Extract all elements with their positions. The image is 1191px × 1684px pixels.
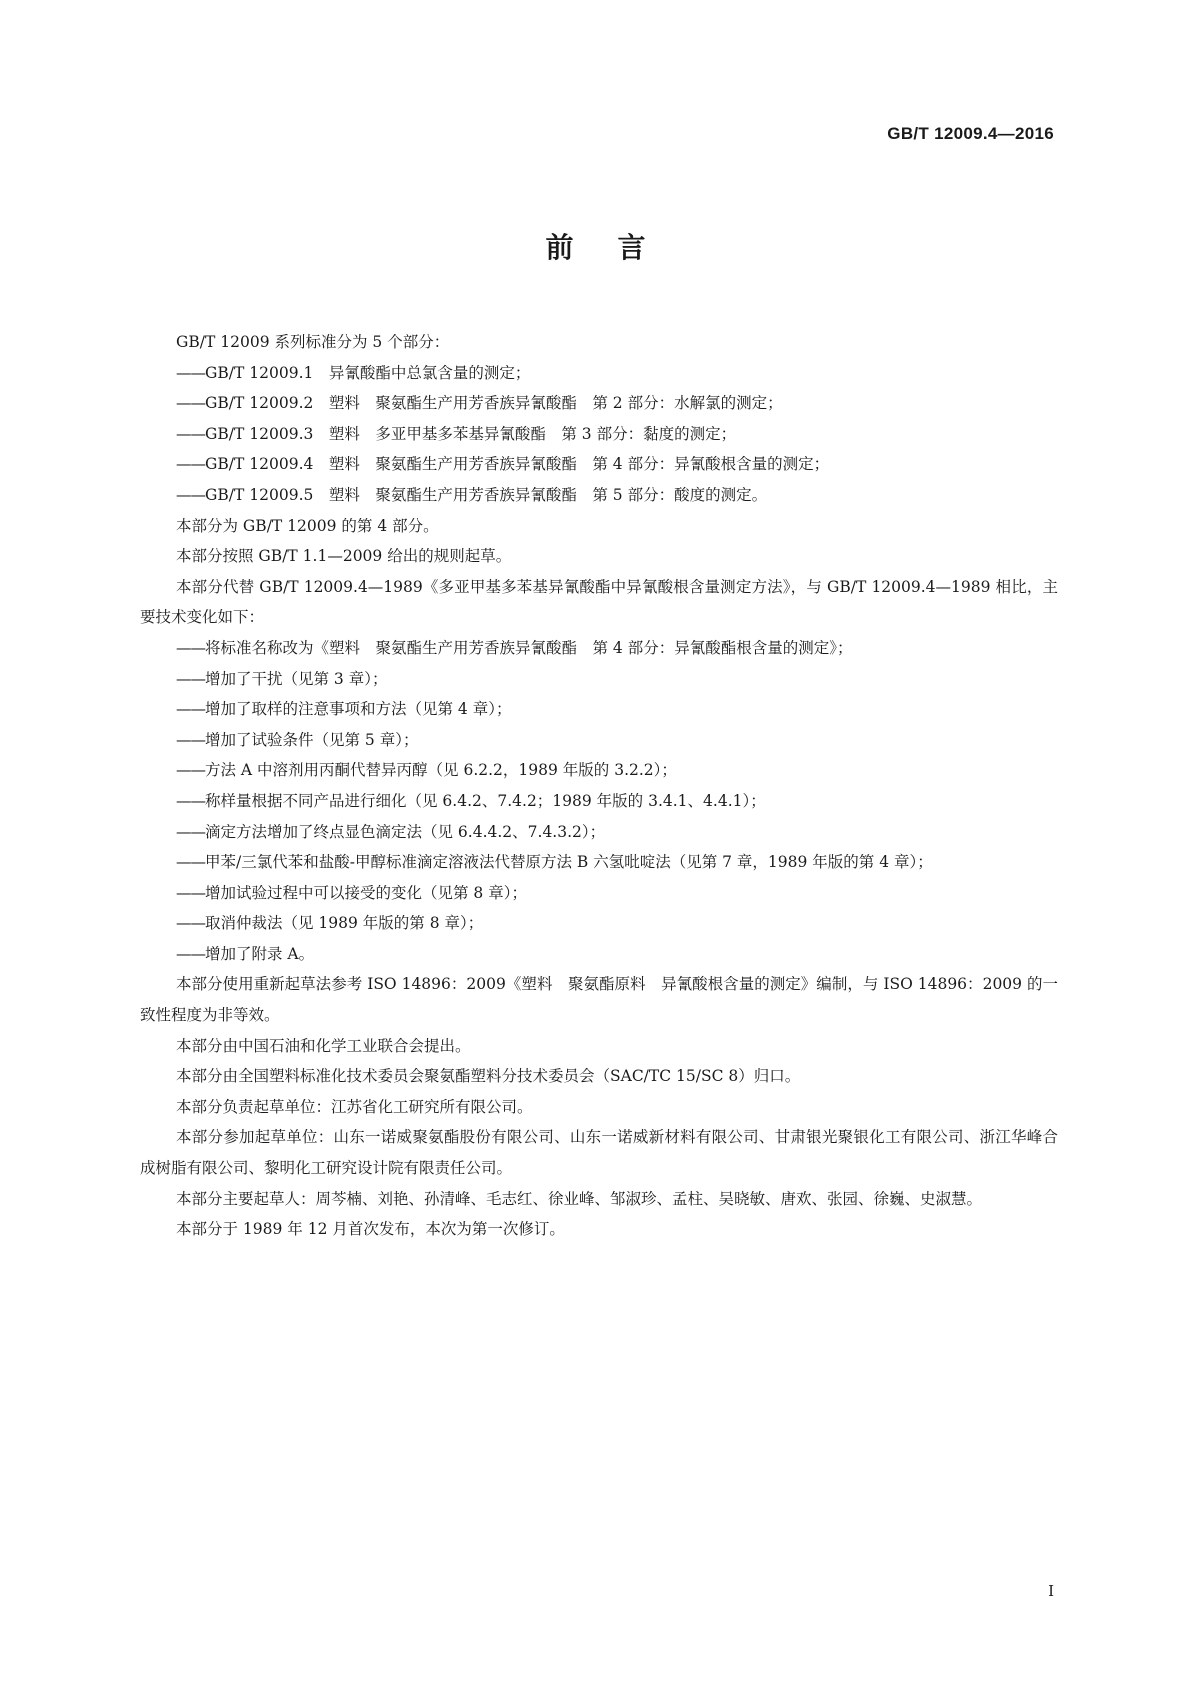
list-item-text: 增加了取样的注意事项和方法（见第 4 章）； bbox=[205, 700, 512, 719]
list-item-text: 方法 A 中溶剂用丙酮代替异丙醇（见 6.2.2，1989 年版的 3.2.2）； bbox=[205, 761, 677, 780]
list-item bbox=[140, 419, 1058, 450]
iso-reference-paragraph: 本部分使用重新起草法参考 ISO 14896：2009《塑料 聚氨酯原料 异氰酸根含量的测定》编制，与 ISO 14896：2009 的一致性程度为非等效。 bbox=[140, 975, 1058, 1025]
foreword-body bbox=[140, 327, 1058, 1245]
list-item-text: GB/T 12009.1 异氰酸酯中总氯含量的测定； bbox=[205, 363, 531, 382]
list-item bbox=[140, 725, 1058, 756]
dash-marker: —— bbox=[176, 363, 205, 382]
list-item bbox=[140, 817, 1058, 848]
dash-marker: —— bbox=[176, 485, 205, 504]
administrator-paragraph: 本部分由全国塑料标准化技术委员会聚氨酯塑料分技术委员会（SAC/TC 15/SC 8）归口。 bbox=[176, 1067, 801, 1086]
responsible-unit-paragraph: 本部分负责起草单位：江苏省化工研究所有限公司。 bbox=[176, 1097, 533, 1116]
list-item bbox=[140, 388, 1058, 419]
history-paragraph: 本部分于 1989 年 12 月首次发布，本次为第一次修订。 bbox=[176, 1220, 565, 1239]
list-item bbox=[140, 878, 1058, 909]
drafting-rule: 本部分按照 GB/T 1.1—2009 给出的规则起草。 bbox=[176, 547, 512, 566]
list-item-text: 增加试验过程中可以接受的变化（见第 8 章）； bbox=[205, 883, 527, 902]
dash-marker: —— bbox=[176, 853, 205, 872]
dash-marker: —— bbox=[176, 730, 205, 749]
part-statement: 本部分为 GB/T 12009 的第 4 部分。 bbox=[176, 516, 439, 535]
proposer-paragraph: 本部分由中国石油和化学工业联合会提出。 bbox=[176, 1036, 471, 1055]
dash-marker: —— bbox=[176, 424, 205, 443]
list-item-text: 增加了干扰（见第 3 章）； bbox=[205, 669, 388, 688]
drafters-paragraph: 本部分主要起草人：周芩楠、刘艳、孙清峰、毛志红、徐业峰、邹淑珍、孟柱、吴晓敏、唐欢、张园、徐巍、史淑慧。 bbox=[176, 1189, 983, 1208]
participating-units-paragraph: 本部分参加起草单位：山东一诺威聚氨酯股份有限公司、山东一诺威新材料有限公司、甘肃银光聚银化工有限公司、浙江华峰合成树脂有限公司、黎明化工研究设计院有限责任公司。 bbox=[140, 1128, 1058, 1178]
list-item-text: 将标准名称改为《塑料 聚氨酯生产用芳香族异氰酸酯 第 4 部分：异氰酸酯根含量的测定》； bbox=[205, 638, 853, 657]
list-item-text: 增加了附录 A。 bbox=[205, 944, 315, 963]
list-item-text: 取消仲裁法（见 1989 年版的第 8 章）； bbox=[205, 914, 484, 933]
dash-marker: —— bbox=[176, 822, 205, 841]
list-item bbox=[140, 633, 1058, 664]
replacement-paragraph: 本部分代替 GB/T 12009.4—1989《多亚甲基多苯基异氰酸酯中异氰酸根含量测定方法》，与 GB/T 12009.4—1989 相比，主要技术变化如下： bbox=[140, 577, 1058, 627]
dash-marker: —— bbox=[176, 638, 205, 657]
dash-marker: —— bbox=[176, 944, 205, 963]
list-item-text: 滴定方法增加了终点显色滴定法（见 6.4.4.2、7.4.3.2）； bbox=[205, 822, 606, 841]
dash-marker: —— bbox=[176, 791, 205, 810]
list-item bbox=[140, 755, 1058, 786]
dash-marker: —— bbox=[176, 761, 205, 780]
dash-marker: —— bbox=[176, 700, 205, 719]
list-item-text: GB/T 12009.3 塑料 多亚甲基多苯基异氰酸酯 第 3 部分：黏度的测定； bbox=[205, 424, 737, 443]
list-item bbox=[140, 480, 1058, 511]
list-item-text: GB/T 12009.2 塑料 聚氨酯生产用芳香族异氰酸酯 第 2 部分：水解氯的测定； bbox=[205, 394, 783, 413]
list-item-text: GB/T 12009.5 塑料 聚氨酯生产用芳香族异氰酸酯 第 5 部分：酸度的测定。 bbox=[205, 485, 768, 504]
page-title: 前言 bbox=[545, 231, 690, 264]
list-item bbox=[140, 664, 1058, 695]
list-item bbox=[140, 786, 1058, 817]
dash-marker: —— bbox=[176, 394, 205, 413]
page-number: I bbox=[1048, 1582, 1054, 1600]
list-item-text: 称样量根据不同产品进行细化（见 6.4.2、7.4.2；1989 年版的 3.4.1、4.4.1）； bbox=[205, 791, 766, 810]
list-item-text: GB/T 12009.4 塑料 聚氨酯生产用芳香族异氰酸酯 第 4 部分：异氰酸根含量的测定； bbox=[205, 455, 830, 474]
dash-marker: —— bbox=[176, 883, 205, 902]
list-item bbox=[140, 449, 1058, 480]
dash-marker: —— bbox=[176, 455, 205, 474]
dash-marker: —— bbox=[176, 669, 205, 688]
list-item-text: 增加了试验条件（见第 5 章）； bbox=[205, 730, 419, 749]
standard-code: GB/T 12009.4—2016 bbox=[887, 124, 1054, 143]
list-item bbox=[140, 694, 1058, 725]
dash-marker: —— bbox=[176, 914, 205, 933]
list-item bbox=[140, 358, 1058, 389]
list-item bbox=[140, 847, 1058, 878]
list-item bbox=[140, 939, 1058, 970]
list-item-text: 甲苯/三氯代苯和盐酸-甲醇标准滴定溶液法代替原方法 B 六氢吡啶法（见第 7 章，1989 年版的第 4 章）； bbox=[205, 853, 933, 872]
list-item bbox=[140, 908, 1058, 939]
intro-paragraph: GB/T 12009 系列标准分为 5 个部分： bbox=[176, 333, 450, 351]
